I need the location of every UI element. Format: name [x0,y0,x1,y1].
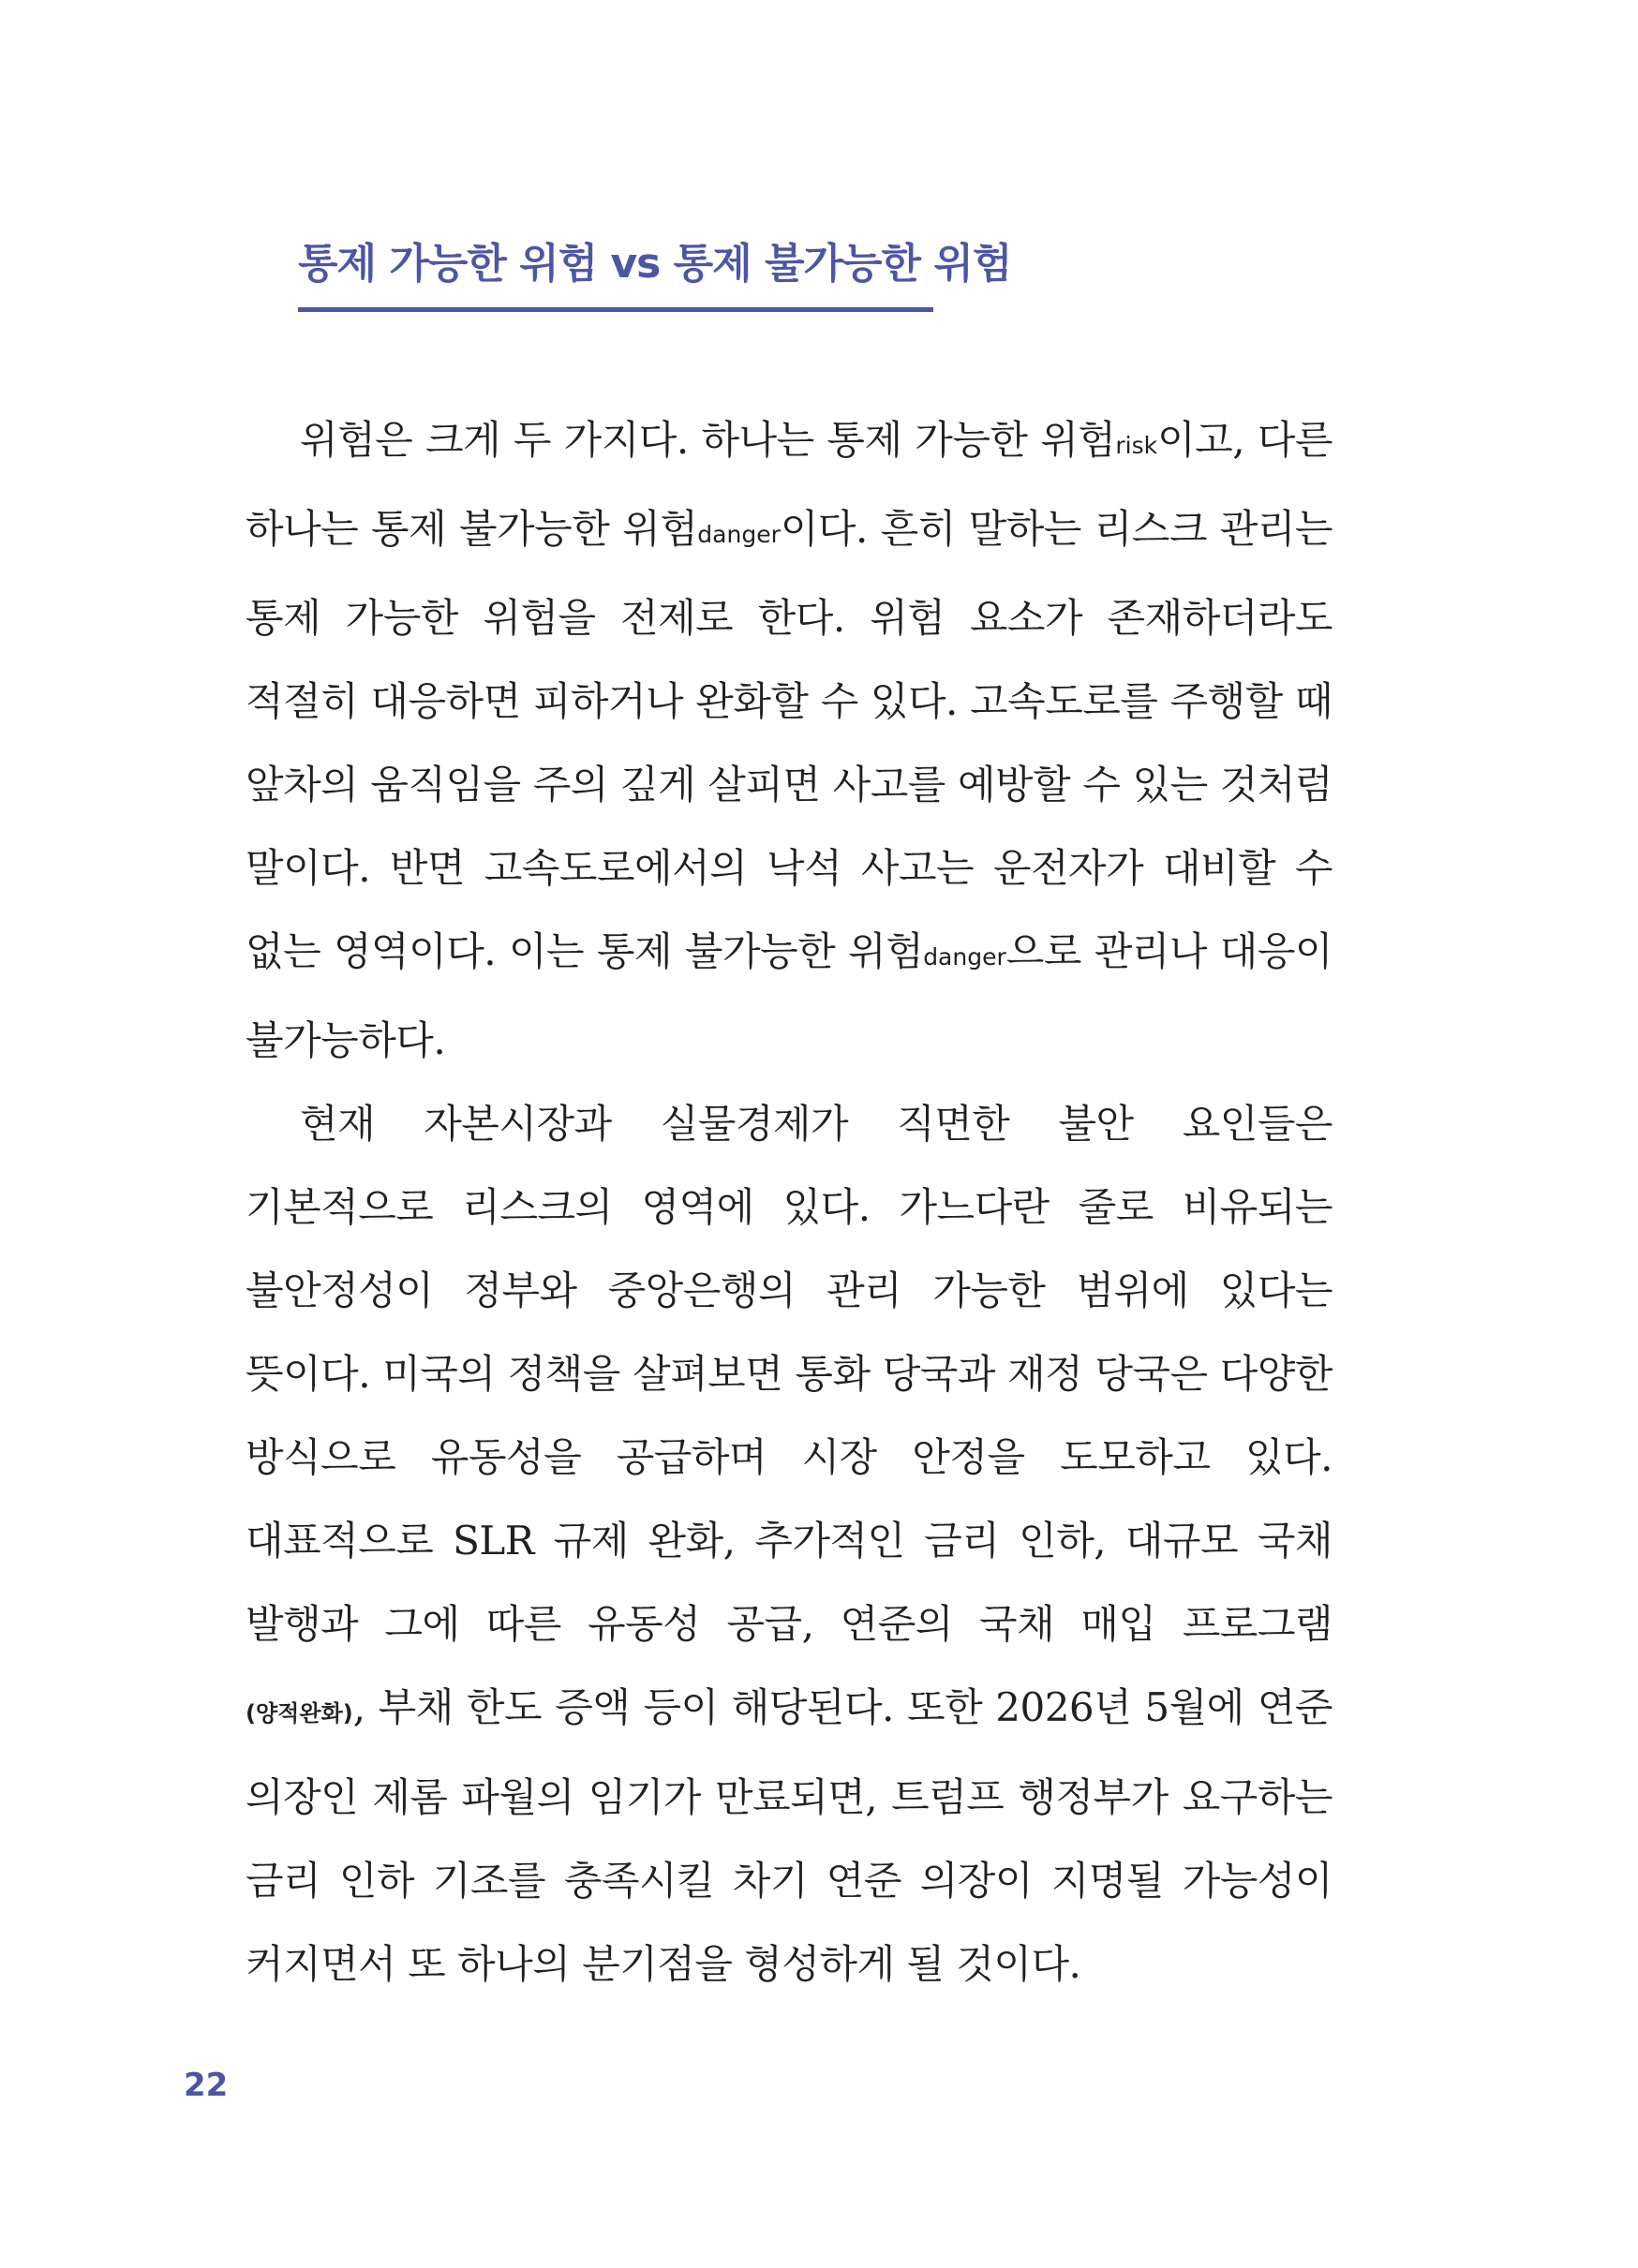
section-heading: 통제 가능한 위험 vs 통제 불가능한 위험 [298,240,1012,288]
gloss-danger: danger [923,943,1006,971]
body-text [246,398,1333,2006]
text-segment: , 부채 한도 증액 등이 해당된다. 또한 2026년 5월에 연준 의장인 제롬 파월의 임기가 만료되면, 트럼프 행정부가 요구하는 금리 인하 기조를 충족시킬 차기 연준 의장이 지명될 가능성이 커지면서 또 하나의 분기점을 형성하게 될 것이다. [246,1684,1333,1987]
text-segment: 현재 자본시장과 실물경제가 직면한 불안 요인들은 기본적으로 리스크의 영역에 있다. 가느다란 줄로 비유되는 불안정성이 정부와 중앙은행의 관리 가능한 범위에 있다는 뜻이다. 미국의 정책을 살펴보면 통화 당국과 재정 당국은 다양한 방식으로 유동성을 공급하며 시장 안정을 도모하고 있다. 대표적으로 SLR 규제 완화, 추가적인 금리 인하, 대규모 국채 발행과 그에 따른 유동성 공급, 연준의 국채 매입 프로그램 [246,1101,1333,1647]
text-segment: 이고, 다른 하나는 통제 불가능한 위험 [246,417,1333,552]
paragraph-market-policy [246,1082,1333,2006]
gloss-qe: (양적완화) [246,1700,353,1727]
heading-underline [298,307,933,312]
text-segment: 위험은 크게 두 가지다. 하나는 통제 가능한 위험 [300,417,1116,463]
gloss-danger: danger [697,521,781,548]
text-segment: 으로 관리나 대응이 불가능하다. [246,928,1333,1063]
text-segment: 이다. 흔히 말하는 리스크 관리는 통제 가능한 위험을 전제로 한다. 위험 요소가 존재하더라도 적절히 대응하면 피하거나 완화할 수 있다. 고속도로를 주행할 때 앞차의 움직임을 주의 깊게 살피면 사고를 예방할 수 있는 것처럼 말이다. 반면 고속도로에서의 낙석 사고는 운전자가 대비할 수 없는 영역이다. 이는 통제 불가능한 위험 [246,506,1333,974]
page-number: 22 [184,2067,229,2104]
gloss-risk: risk [1115,432,1158,459]
paragraph-risk-danger [246,398,1333,1082]
